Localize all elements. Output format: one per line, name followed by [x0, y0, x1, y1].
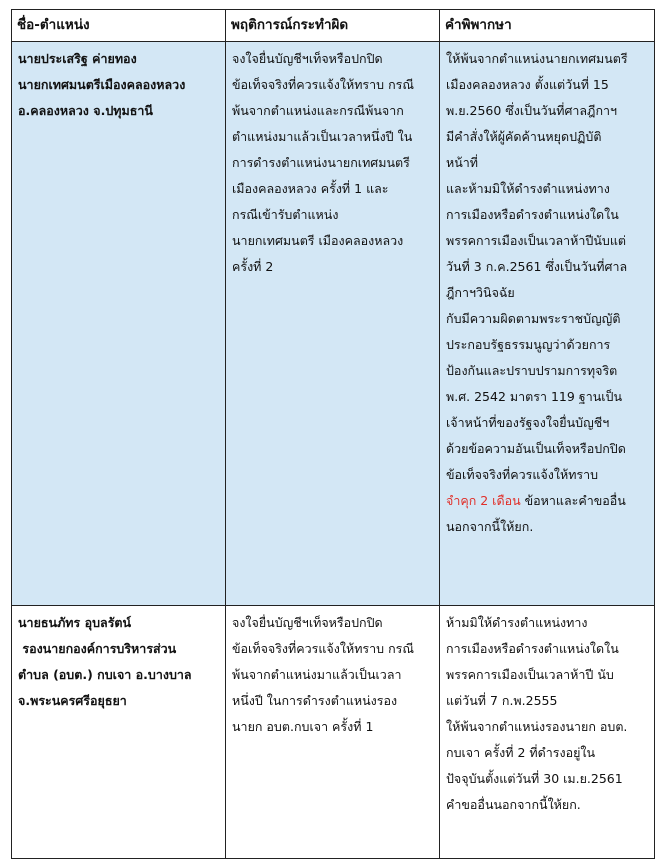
verdict-line: พ.ศ. 2542 มาตรา 119 ฐานเป็น [446, 389, 623, 404]
behavior-line: ข้อเท็จจริงที่ควรแจ้งให้ทราบ กรณี [232, 77, 414, 92]
name-line: อ.คลองหลวง จ.ปทุมธานี [18, 103, 153, 118]
behavior-line: จงใจยื่นบัญชีฯเท็จหรือปกปิด [232, 615, 383, 630]
verdict-line: ประกอบรัฐธรรมนูญว่าด้วยการ [446, 337, 611, 352]
header-verdict: คำพิพากษา [440, 10, 655, 42]
behavior-line: เมืองคลองหลวง ครั้งที่ 1 และ [232, 181, 389, 196]
verdict-line: วันที่ 3 ก.ค.2561 ซึ่งเป็นวันที่ศาล [446, 259, 628, 274]
verdict-line: ให้พ้นจากตำแหน่งรองนายก อบต. [446, 719, 628, 734]
name-cell [12, 42, 226, 606]
verdict-line: การเมืองหรือดำรงตำแหน่งใดใน [446, 207, 619, 222]
behavior-line: การดำรงตำแหน่งนายกเทศมนตรี [232, 155, 410, 170]
verdict-line: หน้าที่ [446, 155, 479, 170]
verdict-line: พ.ย.2560 ซึ่งเป็นวันที่ศาลฎีกาฯ [446, 103, 618, 118]
verdict-line-after-sentence: ข้อหาและคำขออื่น [520, 493, 626, 508]
verdict-line: ข้อเท็จจริงที่ควรแจ้งให้ทราบ [446, 467, 599, 482]
verdict-line: การเมืองหรือดำรงตำแหน่งใดใน [446, 641, 619, 656]
verdict-line: คำขออื่นนอกจากนี้ให้ยก. [446, 797, 581, 812]
header-name-position: ชื่อ-ตำแหน่ง [12, 10, 226, 42]
behavior-line: ตำแหน่งมาแล้วเป็นเวลาหนึ่งปี ใน [232, 129, 413, 144]
name-line: นายประเสริฐ ค่ายทอง [18, 51, 137, 66]
verdict-line: ห้ามมิให้ดำรงตำแหน่งทาง [446, 615, 588, 630]
name-line: รองนายกองค์การบริหารส่วน [18, 641, 177, 656]
prison-sentence-highlight: จำคุก 2 เดือน [446, 493, 521, 508]
name-line: นายธนภัทร อุบลรัตน์ [18, 615, 132, 630]
verdict-line: นอกจากนี้ให้ยก. [446, 519, 534, 534]
table-row [12, 606, 655, 859]
behavior-line: พ้นจากตำแหน่งมาแล้วเป็นเวลา [232, 667, 402, 682]
verdict-line: และห้ามมิให้ดำรงตำแหน่งทาง [446, 181, 610, 196]
behavior-line: กรณีเข้ารับตำแหน่ง [232, 207, 339, 222]
behavior-line: หนึ่งปี ในการดำรงตำแหน่งรอง [232, 693, 398, 708]
verdict-line: กับมีความผิดตามพระราชบัญญัติ [446, 311, 621, 326]
table-row [12, 42, 655, 606]
verdict-line: ฎีกาฯวินิจฉัย [446, 285, 515, 300]
behavior-line: นายกเทศมนตรี เมืองคลองหลวง [232, 233, 404, 248]
behavior-line: จงใจยื่นบัญชีฯเท็จหรือปกปิด [232, 51, 383, 66]
judgment-table-container [11, 9, 654, 859]
verdict-line: พรรคการเมืองเป็นเวลาห้าปี นับ [446, 667, 614, 682]
verdict-line: มีคำสั่งให้ผู้คัดค้านหยุดปฏิบัติ [446, 129, 602, 144]
header-behavior: พฤติการณ์กระทำผิด [226, 10, 440, 42]
table-header-row [12, 10, 655, 42]
behavior-line: พ้นจากตำแหน่งและกรณีพ้นจาก [232, 103, 404, 118]
name-line: นายกเทศมนตรีเมืองคลองหลวง [18, 77, 186, 92]
judgment-table [11, 9, 655, 859]
verdict-cell [440, 42, 655, 606]
verdict-line-sentence [446, 488, 648, 514]
verdict-line: พรรคการเมืองเป็นเวลาห้าปีนับแต่ [446, 233, 627, 248]
behavior-line: ข้อเท็จจริงที่ควรแจ้งให้ทราบ กรณี [232, 641, 414, 656]
behavior-line: ครั้งที่ 2 [232, 259, 274, 274]
behavior-cell [226, 606, 440, 859]
verdict-line: ปัจจุบันตั้งแต่วันที่ 30 เม.ย.2561 [446, 771, 623, 786]
verdict-line: แต่วันที่ 7 ก.พ.2555 [446, 693, 558, 708]
verdict-line: ด้วยข้อความอันเป็นเท็จหรือปกปิด [446, 441, 626, 456]
name-line: จ.พระนครศรีอยุธยา [18, 693, 127, 708]
name-line: ตำบล (อบต.) กบเจา อ.บางบาล [18, 667, 192, 682]
behavior-line: นายก อบต.กบเจา ครั้งที่ 1 [232, 719, 374, 734]
verdict-line: กบเจา ครั้งที่ 2 ที่ดำรงอยู่ใน [446, 745, 596, 760]
name-cell [12, 606, 226, 859]
verdict-line: เมืองคลองหลวง ตั้งแต่วันที่ 15 [446, 77, 609, 92]
verdict-line: ให้พ้นจากตำแหน่งนายกเทศมนตรี [446, 51, 628, 66]
verdict-cell [440, 606, 655, 859]
verdict-line: เจ้าหน้าที่ของรัฐจงใจยื่นบัญชีฯ [446, 415, 610, 430]
verdict-line: ป้องกันและปราบปรามการทุจริต [446, 363, 618, 378]
behavior-cell [226, 42, 440, 606]
